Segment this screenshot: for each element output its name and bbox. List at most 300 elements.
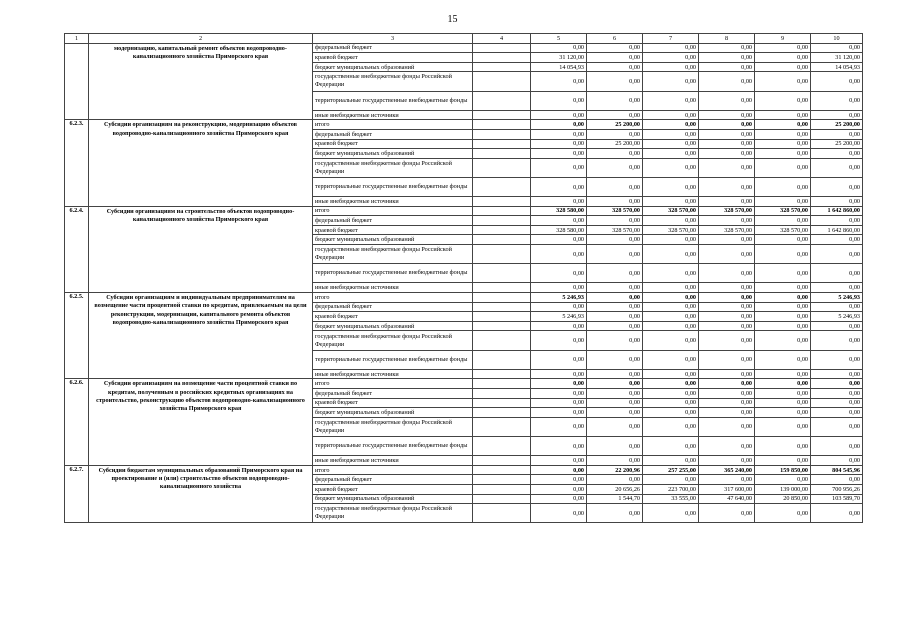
table-row <box>65 293 863 303</box>
value-cell: 0,00 <box>531 331 587 350</box>
empty-cell <box>473 283 531 293</box>
value-cell: 0,00 <box>755 62 811 72</box>
value-cell: 0,00 <box>699 197 755 207</box>
value-cell: 0,00 <box>755 197 811 207</box>
value-cell: 700 956,26 <box>811 484 863 494</box>
measure-name: Субсидии организациям на возмещение части процентной ставки по кредитам, полученным в российских кредитных организациях на строительство, реконструкцию объектов водопроводно-канализационного хозяйства Приморского края <box>89 379 313 465</box>
value-cell: 0,00 <box>587 350 643 369</box>
funding-source: федеральный бюджет <box>313 388 473 398</box>
value-cell: 0,00 <box>587 408 643 418</box>
value-cell: 0,00 <box>531 436 587 455</box>
funding-source: федеральный бюджет <box>313 129 473 139</box>
empty-cell <box>473 293 531 303</box>
value-cell: 317 600,00 <box>699 484 755 494</box>
value-cell: 0,00 <box>643 149 699 159</box>
empty-cell <box>473 379 531 389</box>
value-cell: 14 054,93 <box>811 62 863 72</box>
value-cell: 0,00 <box>643 177 699 196</box>
value-cell: 1 642 860,00 <box>811 206 863 216</box>
value-cell: 0,00 <box>643 216 699 226</box>
value-cell: 0,00 <box>699 53 755 63</box>
value-cell: 5 246,93 <box>811 312 863 322</box>
value-cell: 0,00 <box>699 149 755 159</box>
funding-source: иные внебюджетные источники <box>313 197 473 207</box>
value-cell: 0,00 <box>699 504 755 523</box>
value-cell: 257 255,00 <box>643 465 699 475</box>
value-cell: 0,00 <box>587 475 643 485</box>
value-cell: 0,00 <box>531 302 587 312</box>
funding-source: бюджет муниципальных образований <box>313 149 473 159</box>
value-cell: 0,00 <box>699 158 755 177</box>
value-cell: 0,00 <box>811 379 863 389</box>
value-cell: 0,00 <box>811 235 863 245</box>
value-cell: 0,00 <box>587 398 643 408</box>
value-cell: 0,00 <box>643 369 699 379</box>
value-cell: 0,00 <box>587 293 643 303</box>
value-cell: 0,00 <box>531 504 587 523</box>
header-cell: 10 <box>811 34 863 44</box>
value-cell: 0,00 <box>811 475 863 485</box>
value-cell: 0,00 <box>755 72 811 91</box>
table-row <box>65 43 863 53</box>
value-cell: 139 000,00 <box>755 484 811 494</box>
value-cell: 0,00 <box>643 129 699 139</box>
funding-source: иные внебюджетные источники <box>313 456 473 466</box>
value-cell: 0,00 <box>643 417 699 436</box>
value-cell: 0,00 <box>531 235 587 245</box>
value-cell: 25 200,00 <box>811 139 863 149</box>
value-cell: 328 570,00 <box>755 206 811 216</box>
value-cell: 0,00 <box>755 43 811 53</box>
funding-source: территориальные государственные внебюджетные фонды <box>313 436 473 455</box>
empty-cell <box>473 408 531 418</box>
empty-cell <box>473 350 531 369</box>
value-cell: 0,00 <box>811 110 863 120</box>
header-cell: 1 <box>65 34 89 44</box>
table-row <box>65 465 863 475</box>
value-cell: 0,00 <box>755 177 811 196</box>
value-cell: 0,00 <box>811 216 863 226</box>
value-cell: 0,00 <box>531 245 587 264</box>
value-cell: 0,00 <box>811 436 863 455</box>
header-cell: 2 <box>89 34 313 44</box>
value-cell: 0,00 <box>531 456 587 466</box>
value-cell: 0,00 <box>587 177 643 196</box>
value-cell: 0,00 <box>811 149 863 159</box>
value-cell: 0,00 <box>811 408 863 418</box>
header-cell: 7 <box>643 34 699 44</box>
value-cell: 0,00 <box>531 388 587 398</box>
value-cell: 0,00 <box>699 139 755 149</box>
value-cell: 804 545,96 <box>811 465 863 475</box>
measure-name: Субсидии организациям на строительство объектов водопроводно-канализационного хозяйства Приморского края <box>89 206 313 292</box>
value-cell: 0,00 <box>643 158 699 177</box>
value-cell: 328 580,00 <box>531 206 587 216</box>
budget-table <box>64 33 863 523</box>
header-cell: 3 <box>313 34 473 44</box>
value-cell: 0,00 <box>755 312 811 322</box>
value-cell: 0,00 <box>755 245 811 264</box>
value-cell: 0,00 <box>755 436 811 455</box>
funding-source: краевой бюджет <box>313 225 473 235</box>
value-cell: 0,00 <box>643 293 699 303</box>
value-cell: 0,00 <box>699 302 755 312</box>
value-cell: 0,00 <box>699 283 755 293</box>
value-cell: 0,00 <box>643 235 699 245</box>
empty-cell <box>473 398 531 408</box>
value-cell: 0,00 <box>643 408 699 418</box>
measure-name: модернизацию, капитальный ремонт объектов водопроводно-канализационного хозяйства Приморского края <box>89 43 313 120</box>
value-cell: 328 570,00 <box>587 225 643 235</box>
value-cell: 0,00 <box>699 388 755 398</box>
value-cell: 328 570,00 <box>755 225 811 235</box>
empty-cell <box>473 475 531 485</box>
empty-cell <box>473 43 531 53</box>
empty-cell <box>473 369 531 379</box>
empty-cell <box>473 139 531 149</box>
value-cell: 0,00 <box>699 72 755 91</box>
funding-source: иные внебюджетные источники <box>313 283 473 293</box>
value-cell: 5 246,93 <box>531 293 587 303</box>
value-cell: 0,00 <box>699 475 755 485</box>
value-cell: 0,00 <box>531 283 587 293</box>
measure-name: Субсидии бюджетам муниципальных образований Приморского края на проектирование и (или) строительство объектов водопроводно-канализационного хозяйства <box>89 465 313 523</box>
value-cell: 0,00 <box>811 91 863 110</box>
value-cell: 0,00 <box>755 302 811 312</box>
value-cell: 0,00 <box>587 72 643 91</box>
empty-cell <box>473 216 531 226</box>
value-cell: 33 555,00 <box>643 494 699 504</box>
value-cell: 328 570,00 <box>699 206 755 216</box>
funding-source: территориальные государственные внебюджетные фонды <box>313 264 473 283</box>
value-cell: 22 200,96 <box>587 465 643 475</box>
funding-source: бюджет муниципальных образований <box>313 494 473 504</box>
funding-source: бюджет муниципальных образований <box>313 62 473 72</box>
value-cell: 0,00 <box>587 312 643 322</box>
empty-cell <box>473 388 531 398</box>
subprogram-code <box>65 43 89 120</box>
value-cell: 0,00 <box>699 379 755 389</box>
value-cell: 0,00 <box>755 283 811 293</box>
value-cell: 0,00 <box>755 139 811 149</box>
value-cell: 0,00 <box>587 302 643 312</box>
value-cell: 0,00 <box>755 331 811 350</box>
value-cell: 0,00 <box>531 398 587 408</box>
value-cell: 0,00 <box>811 264 863 283</box>
funding-source: бюджет муниципальных образований <box>313 408 473 418</box>
value-cell: 0,00 <box>587 110 643 120</box>
value-cell: 0,00 <box>755 417 811 436</box>
funding-source: территориальные государственные внебюджетные фонды <box>313 177 473 196</box>
value-cell: 0,00 <box>587 331 643 350</box>
value-cell: 0,00 <box>643 283 699 293</box>
value-cell: 0,00 <box>755 149 811 159</box>
funding-source: федеральный бюджет <box>313 475 473 485</box>
table-row <box>65 120 863 130</box>
value-cell: 0,00 <box>699 350 755 369</box>
value-cell: 0,00 <box>531 72 587 91</box>
value-cell: 0,00 <box>699 456 755 466</box>
value-cell: 0,00 <box>755 129 811 139</box>
funding-source: территориальные государственные внебюджетные фонды <box>313 350 473 369</box>
table-row <box>65 206 863 216</box>
value-cell: 0,00 <box>811 129 863 139</box>
value-cell: 0,00 <box>531 465 587 475</box>
value-cell: 328 570,00 <box>699 225 755 235</box>
funding-source: краевой бюджет <box>313 398 473 408</box>
empty-cell <box>473 264 531 283</box>
value-cell: 0,00 <box>755 120 811 130</box>
empty-cell <box>473 129 531 139</box>
value-cell: 159 850,00 <box>755 465 811 475</box>
funding-source: бюджет муниципальных образований <box>313 321 473 331</box>
value-cell: 0,00 <box>587 43 643 53</box>
empty-cell <box>473 110 531 120</box>
value-cell: 365 240,00 <box>699 465 755 475</box>
value-cell: 0,00 <box>587 417 643 436</box>
funding-source: итого <box>313 206 473 216</box>
header-cell: 4 <box>473 34 531 44</box>
value-cell: 0,00 <box>531 475 587 485</box>
value-cell: 25 200,00 <box>811 120 863 130</box>
value-cell: 0,00 <box>755 110 811 120</box>
funding-source: итого <box>313 293 473 303</box>
value-cell: 0,00 <box>811 158 863 177</box>
funding-source: государственные внебюджетные фонды Российской Федерации <box>313 245 473 264</box>
value-cell: 25 200,00 <box>587 120 643 130</box>
value-cell: 0,00 <box>699 312 755 322</box>
value-cell: 0,00 <box>643 350 699 369</box>
value-cell: 0,00 <box>699 120 755 130</box>
empty-cell <box>473 484 531 494</box>
value-cell: 0,00 <box>755 379 811 389</box>
value-cell: 20 656,26 <box>587 484 643 494</box>
value-cell: 0,00 <box>755 293 811 303</box>
funding-source: краевой бюджет <box>313 484 473 494</box>
funding-source: федеральный бюджет <box>313 43 473 53</box>
empty-cell <box>473 197 531 207</box>
value-cell: 0,00 <box>531 139 587 149</box>
value-cell: 0,00 <box>531 417 587 436</box>
value-cell: 0,00 <box>811 369 863 379</box>
value-cell: 0,00 <box>643 302 699 312</box>
empty-cell <box>473 53 531 63</box>
header-row <box>65 34 863 44</box>
value-cell: 0,00 <box>699 62 755 72</box>
empty-cell <box>473 302 531 312</box>
value-cell: 0,00 <box>811 398 863 408</box>
funding-source: итого <box>313 379 473 389</box>
value-cell: 0,00 <box>531 129 587 139</box>
funding-source: государственные внебюджетные фонды Российской Федерации <box>313 158 473 177</box>
value-cell: 0,00 <box>699 398 755 408</box>
value-cell: 0,00 <box>811 245 863 264</box>
value-cell: 103 589,70 <box>811 494 863 504</box>
empty-cell <box>473 235 531 245</box>
value-cell: 0,00 <box>811 197 863 207</box>
value-cell: 0,00 <box>587 129 643 139</box>
value-cell: 0,00 <box>587 436 643 455</box>
value-cell: 0,00 <box>587 504 643 523</box>
value-cell: 0,00 <box>755 91 811 110</box>
value-cell: 0,00 <box>699 216 755 226</box>
value-cell: 0,00 <box>531 149 587 159</box>
funding-source: государственные внебюджетные фонды Российской Федерации <box>313 417 473 436</box>
value-cell: 0,00 <box>699 293 755 303</box>
value-cell: 0,00 <box>643 110 699 120</box>
funding-source: краевой бюджет <box>313 312 473 322</box>
value-cell: 0,00 <box>811 43 863 53</box>
value-cell: 0,00 <box>531 216 587 226</box>
value-cell: 0,00 <box>531 484 587 494</box>
value-cell: 0,00 <box>587 53 643 63</box>
header-cell: 5 <box>531 34 587 44</box>
empty-cell <box>473 120 531 130</box>
value-cell: 0,00 <box>699 177 755 196</box>
value-cell: 0,00 <box>699 110 755 120</box>
value-cell: 0,00 <box>699 408 755 418</box>
funding-source: итого <box>313 120 473 130</box>
value-cell: 0,00 <box>587 283 643 293</box>
subprogram-code: 6.2.4. <box>65 206 89 292</box>
value-cell: 0,00 <box>643 388 699 398</box>
value-cell: 0,00 <box>755 53 811 63</box>
value-cell: 0,00 <box>643 436 699 455</box>
value-cell: 0,00 <box>587 62 643 72</box>
empty-cell <box>473 312 531 322</box>
value-cell: 0,00 <box>587 321 643 331</box>
value-cell: 0,00 <box>531 120 587 130</box>
value-cell: 0,00 <box>755 216 811 226</box>
value-cell: 0,00 <box>811 283 863 293</box>
header-cell: 8 <box>699 34 755 44</box>
value-cell: 0,00 <box>643 379 699 389</box>
value-cell: 0,00 <box>643 321 699 331</box>
header-cell: 6 <box>587 34 643 44</box>
value-cell: 0,00 <box>811 302 863 312</box>
empty-cell <box>473 436 531 455</box>
value-cell: 0,00 <box>811 331 863 350</box>
value-cell: 0,00 <box>699 417 755 436</box>
header-cell: 9 <box>755 34 811 44</box>
value-cell: 0,00 <box>755 264 811 283</box>
value-cell: 0,00 <box>755 398 811 408</box>
value-cell: 0,00 <box>755 321 811 331</box>
value-cell: 0,00 <box>587 91 643 110</box>
funding-source: краевой бюджет <box>313 139 473 149</box>
funding-source: итого <box>313 465 473 475</box>
value-cell: 0,00 <box>699 321 755 331</box>
empty-cell <box>473 206 531 216</box>
value-cell: 0,00 <box>811 72 863 91</box>
value-cell: 0,00 <box>755 158 811 177</box>
value-cell: 0,00 <box>811 456 863 466</box>
value-cell: 0,00 <box>811 388 863 398</box>
funding-source: федеральный бюджет <box>313 302 473 312</box>
value-cell: 0,00 <box>587 388 643 398</box>
value-cell: 0,00 <box>531 177 587 196</box>
value-cell: 0,00 <box>587 245 643 264</box>
value-cell: 0,00 <box>531 321 587 331</box>
value-cell: 0,00 <box>531 379 587 389</box>
value-cell: 14 054,93 <box>531 62 587 72</box>
value-cell: 0,00 <box>699 43 755 53</box>
value-cell: 0,00 <box>755 475 811 485</box>
value-cell: 0,00 <box>699 369 755 379</box>
value-cell: 1 642 860,00 <box>811 225 863 235</box>
value-cell: 0,00 <box>587 369 643 379</box>
funding-source: государственные внебюджетные фонды Российской Федерации <box>313 331 473 350</box>
empty-cell <box>473 72 531 91</box>
value-cell: 0,00 <box>699 264 755 283</box>
page-number: 15 <box>447 14 458 25</box>
value-cell: 0,00 <box>699 331 755 350</box>
funding-source: федеральный бюджет <box>313 216 473 226</box>
value-cell: 20 850,00 <box>755 494 811 504</box>
value-cell: 1 544,70 <box>587 494 643 504</box>
value-cell: 0,00 <box>587 379 643 389</box>
value-cell: 0,00 <box>699 91 755 110</box>
value-cell: 0,00 <box>643 398 699 408</box>
empty-cell <box>473 321 531 331</box>
value-cell: 0,00 <box>531 91 587 110</box>
value-cell: 328 570,00 <box>643 225 699 235</box>
value-cell: 0,00 <box>587 149 643 159</box>
value-cell: 0,00 <box>643 62 699 72</box>
value-cell: 328 580,00 <box>531 225 587 235</box>
value-cell: 0,00 <box>587 216 643 226</box>
value-cell: 0,00 <box>755 504 811 523</box>
value-cell: 0,00 <box>643 197 699 207</box>
value-cell: 223 700,00 <box>643 484 699 494</box>
value-cell: 0,00 <box>531 197 587 207</box>
value-cell: 0,00 <box>643 331 699 350</box>
value-cell: 5 246,93 <box>531 312 587 322</box>
empty-cell <box>473 245 531 264</box>
value-cell: 0,00 <box>531 158 587 177</box>
value-cell: 0,00 <box>587 158 643 177</box>
value-cell: 0,00 <box>811 504 863 523</box>
value-cell: 0,00 <box>643 245 699 264</box>
subprogram-code: 6.2.7. <box>65 465 89 523</box>
value-cell: 0,00 <box>643 475 699 485</box>
empty-cell <box>473 158 531 177</box>
value-cell: 25 200,00 <box>587 139 643 149</box>
empty-cell <box>473 91 531 110</box>
value-cell: 47 640,00 <box>699 494 755 504</box>
value-cell: 0,00 <box>643 139 699 149</box>
value-cell: 5 246,93 <box>811 293 863 303</box>
value-cell: 0,00 <box>587 235 643 245</box>
value-cell: 31 120,00 <box>811 53 863 63</box>
empty-cell <box>473 456 531 466</box>
value-cell: 0,00 <box>643 456 699 466</box>
value-cell: 0,00 <box>643 72 699 91</box>
empty-cell <box>473 417 531 436</box>
value-cell: 0,00 <box>755 456 811 466</box>
table-row <box>65 379 863 389</box>
value-cell: 0,00 <box>643 120 699 130</box>
measure-name: Субсидии организациям и индивидуальным предпринимателям на возмещение части процентной ставки по кредитам, привлекаемым на цели реконструкции, модернизации, капитального ремонта объектов водопроводно-канализационного хозяйства Приморского края <box>89 293 313 379</box>
value-cell: 0,00 <box>643 312 699 322</box>
value-cell: 0,00 <box>643 504 699 523</box>
value-cell: 328 570,00 <box>643 206 699 216</box>
value-cell: 0,00 <box>699 245 755 264</box>
subprogram-code: 6.2.5. <box>65 293 89 379</box>
value-cell: 0,00 <box>755 235 811 245</box>
funding-source: краевой бюджет <box>313 53 473 63</box>
funding-source: иные внебюджетные источники <box>313 110 473 120</box>
